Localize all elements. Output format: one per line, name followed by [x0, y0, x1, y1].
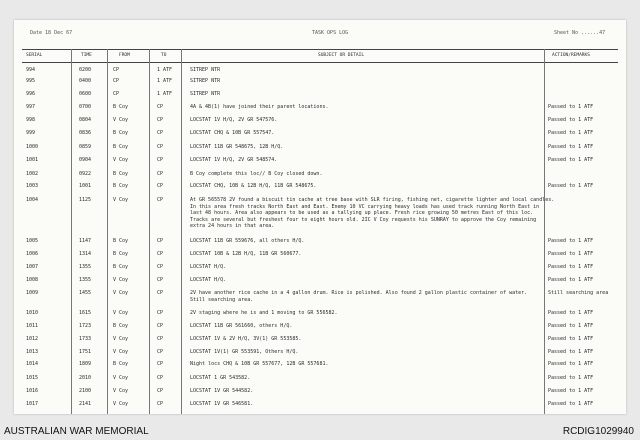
serial-number: 1002	[26, 171, 39, 177]
entry-from: B Coy	[113, 238, 129, 244]
entry-time: 1455	[79, 290, 92, 296]
entry-to: CP	[157, 183, 164, 189]
entry-time: 2010	[79, 375, 92, 381]
serial-number: 1013	[26, 349, 39, 355]
entry-time: 0904	[79, 157, 92, 163]
entry-subject: SITREP NTR	[190, 67, 221, 73]
entry-action: Passed to 1 ATF	[548, 349, 594, 355]
entry-time: 1125	[79, 197, 92, 203]
entry-from: V Coy	[113, 349, 129, 355]
entry-to: CP	[157, 130, 164, 136]
entry-time: 0700	[79, 104, 92, 110]
entry-action: Passed to 1 ATF	[548, 238, 594, 244]
entry-from: B Coy	[113, 361, 129, 367]
entry-to: CP	[157, 157, 164, 163]
entry-to: CP	[157, 104, 164, 110]
serial-number: 1006	[26, 251, 39, 257]
entry-time: 1147	[79, 238, 92, 244]
entry-subject: Night locs CHQ & 10B GR 557677, 12B GR 557681.	[190, 361, 329, 367]
entry-subject: LOCSTAT 1V(1) GR 553591, Others H/Q.	[190, 349, 299, 355]
entry-time: 2141	[79, 401, 92, 407]
entry-action: Passed to 1 ATF	[548, 401, 594, 407]
serial-number: 996	[26, 91, 36, 97]
entry-subject: LOCSTAT H/Q.	[190, 264, 227, 270]
entry-subject: B Coy complete this loc// B Coy closed down.	[190, 171, 323, 177]
entry-subject: SITREP NTR	[190, 91, 221, 97]
entry-from: B Coy	[113, 104, 129, 110]
column-divider	[544, 49, 545, 414]
entry-subject: LOCSTAT 1V GR 544582.	[190, 388, 254, 394]
serial-number: 1012	[26, 336, 39, 342]
serial-number: 1010	[26, 310, 39, 316]
entry-time: 0400	[79, 78, 92, 84]
entry-time: 1355	[79, 277, 92, 283]
entry-subject: LOCSTAT 11B GR 548675, 12B H/Q.	[190, 144, 284, 150]
entry-subject: LOCSTAT 1V & 2V H/Q, 3V(1) GR 553585.	[190, 336, 302, 342]
entry-from: CP	[113, 78, 120, 84]
column-header-row	[22, 49, 618, 63]
entry-from: B Coy	[113, 251, 129, 257]
entry-from: B Coy	[113, 171, 129, 177]
entry-time: 1001	[79, 183, 92, 189]
entry-to: 1 ATF	[157, 91, 173, 97]
serial-number: 998	[26, 117, 36, 123]
col-time: TIME	[81, 53, 92, 58]
sheet-number: Sheet No ......47	[554, 30, 606, 36]
column-divider	[71, 49, 72, 414]
entry-time: 1751	[79, 349, 92, 355]
entry-to: CP	[157, 264, 164, 270]
entry-to: CP	[157, 277, 164, 283]
col-to: TO	[161, 53, 167, 58]
entry-action: Passed to 1 ATF	[548, 144, 594, 150]
entry-action: Passed to 1 ATF	[548, 104, 594, 110]
entry-action: Passed to 1 ATF	[548, 183, 594, 189]
serial-number: 1016	[26, 388, 39, 394]
entry-to: CP	[157, 310, 164, 316]
entry-from: V Coy	[113, 277, 129, 283]
serial-number: 1001	[26, 157, 39, 163]
sheet-title: TASK OPS LOG	[312, 30, 349, 36]
col-action: ACTION/REMARKS	[552, 53, 590, 58]
entry-to: CP	[157, 336, 164, 342]
entry-time: 1355	[79, 264, 92, 270]
entry-subject: At GR 565578 2V found a biscuit tin cache at tree base with SLR firing, fishing net, cigarette lighter and local candles. In this area fresh tracks North East and East. Enemy 10 VC carrying heavy loads has used track running North East in last 48 hours. Area also appears to be used as a tallying up place. Fresh rice growing 50 metres East of this loc. Tracks are several but freshest four to eight hours old. 2IC V Coy requests his SUNRAY to approve the Coy remaining extra 24 hours in that area.	[190, 197, 555, 229]
entry-to: CP	[157, 401, 164, 407]
entry-action: Passed to 1 ATF	[548, 323, 594, 329]
entry-action: Still searching area	[548, 290, 609, 296]
entry-to: 1 ATF	[157, 67, 173, 73]
entry-subject: LOCSTAT CHQ & 10B GR 557547.	[190, 130, 275, 136]
serial-number: 999	[26, 130, 36, 136]
entry-action: Passed to 1 ATF	[548, 388, 594, 394]
entry-from: B Coy	[113, 323, 129, 329]
entry-subject: LOCSTAT 1 GR 543582.	[190, 375, 251, 381]
entry-to: CP	[157, 361, 164, 367]
entry-to: CP	[157, 197, 164, 203]
entry-to: CP	[157, 238, 164, 244]
entry-to: CP	[157, 388, 164, 394]
entry-action: Passed to 1 ATF	[548, 251, 594, 257]
entry-subject: LOCSTAT 11B GR 561660, others H/Q.	[190, 323, 293, 329]
entry-from: V Coy	[113, 401, 129, 407]
entry-time: 2100	[79, 388, 92, 394]
entry-to: 1 ATF	[157, 78, 173, 84]
entry-subject: LOCSTAT H/Q.	[190, 277, 227, 283]
entry-subject: LOCSTAT 11B GR 559676, all others H/Q.	[190, 238, 305, 244]
col-subject: SUBJECT OR DETAIL	[318, 53, 365, 58]
serial-number: 1015	[26, 375, 39, 381]
entry-to: CP	[157, 251, 164, 257]
column-divider	[149, 49, 150, 414]
serial-number: 1008	[26, 277, 39, 283]
entry-subject: LOCSTAT 1V H/Q, 2V GR 548574.	[190, 157, 278, 163]
entry-from: V Coy	[113, 310, 129, 316]
entry-time: 0859	[79, 144, 92, 150]
entry-from: B Coy	[113, 144, 129, 150]
serial-number: 1004	[26, 197, 39, 203]
entry-from: CP	[113, 91, 120, 97]
entry-to: CP	[157, 290, 164, 296]
entry-subject: LOCSTAT 1V GR 546581.	[190, 401, 254, 407]
entry-subject: LOCSTAT 1V H/Q, 2V GR 547576.	[190, 117, 278, 123]
entry-from: V Coy	[113, 117, 129, 123]
entry-time: 1723	[79, 323, 92, 329]
entry-subject: LOCSTAT CHQ, 10B & 12B H/Q, 11B GR 548675.	[190, 183, 317, 189]
entry-action: Passed to 1 ATF	[548, 375, 594, 381]
entry-from: V Coy	[113, 375, 129, 381]
entry-action: Passed to 1 ATF	[548, 157, 594, 163]
entry-action: Passed to 1 ATF	[548, 361, 594, 367]
entry-from: CP	[113, 67, 120, 73]
entry-to: CP	[157, 323, 164, 329]
entry-action: Passed to 1 ATF	[548, 336, 594, 342]
entry-from: V Coy	[113, 336, 129, 342]
entry-action: Passed to 1 ATF	[548, 264, 594, 270]
entry-to: CP	[157, 171, 164, 177]
entry-to: CP	[157, 375, 164, 381]
entry-action: Passed to 1 ATF	[548, 310, 594, 316]
entry-action: Passed to 1 ATF	[548, 117, 594, 123]
serial-number: 1011	[26, 323, 39, 329]
serial-number: 1000	[26, 144, 39, 150]
entry-to: CP	[157, 117, 164, 123]
entry-from: V Coy	[113, 197, 129, 203]
footer-reference: RCDIG1029940	[562, 426, 634, 437]
entry-from: B Coy	[113, 183, 129, 189]
entry-time: 1314	[79, 251, 92, 257]
col-from: FROM	[119, 53, 130, 58]
serial-number: 1017	[26, 401, 39, 407]
entry-time: 0600	[79, 91, 92, 97]
entry-to: CP	[157, 349, 164, 355]
entry-time: 0922	[79, 171, 92, 177]
entry-subject: 2V staging where he is and 1 moving to GR 556582.	[190, 310, 338, 316]
col-serial: SERIAL	[26, 53, 43, 58]
entry-time: 0804	[79, 117, 92, 123]
serial-number: 1014	[26, 361, 39, 367]
serial-number: 1003	[26, 183, 39, 189]
serial-number: 997	[26, 104, 36, 110]
entry-time: 1733	[79, 336, 92, 342]
entry-subject: 2V have another rice cache in a 4 gallon drum. Rice is polished. Also found 2 gallon plastic container of water. Still searching area.	[190, 290, 528, 303]
serial-number: 1005	[26, 238, 39, 244]
entry-from: V Coy	[113, 290, 129, 296]
serial-number: 1009	[26, 290, 39, 296]
serial-number: 995	[26, 78, 36, 84]
entry-time: 1615	[79, 310, 92, 316]
log-sheet	[14, 20, 626, 414]
entry-action: Passed to 1 ATF	[548, 130, 594, 136]
footer-institution: AUSTRALIAN WAR MEMORIAL	[4, 426, 149, 437]
entry-subject: SITREP NTR	[190, 78, 221, 84]
entry-action: Passed to 1 ATF	[548, 277, 594, 283]
entry-to: CP	[157, 144, 164, 150]
column-divider	[107, 49, 108, 414]
entry-time: 1809	[79, 361, 92, 367]
entry-time: 0200	[79, 67, 92, 73]
sheet-date: Date 18 Dec 67	[30, 30, 73, 36]
entry-from: B Coy	[113, 130, 129, 136]
entry-from: B Coy	[113, 264, 129, 270]
serial-number: 1007	[26, 264, 39, 270]
entry-from: V Coy	[113, 388, 129, 394]
entry-time: 0836	[79, 130, 92, 136]
entry-from: V Coy	[113, 157, 129, 163]
column-divider	[181, 49, 182, 414]
entry-subject: 4A & 4B(1) have joined their parent locations.	[190, 104, 329, 110]
serial-number: 994	[26, 67, 36, 73]
entry-subject: LOCSTAT 10B & 12B H/Q, 11B GR 560677.	[190, 251, 302, 257]
